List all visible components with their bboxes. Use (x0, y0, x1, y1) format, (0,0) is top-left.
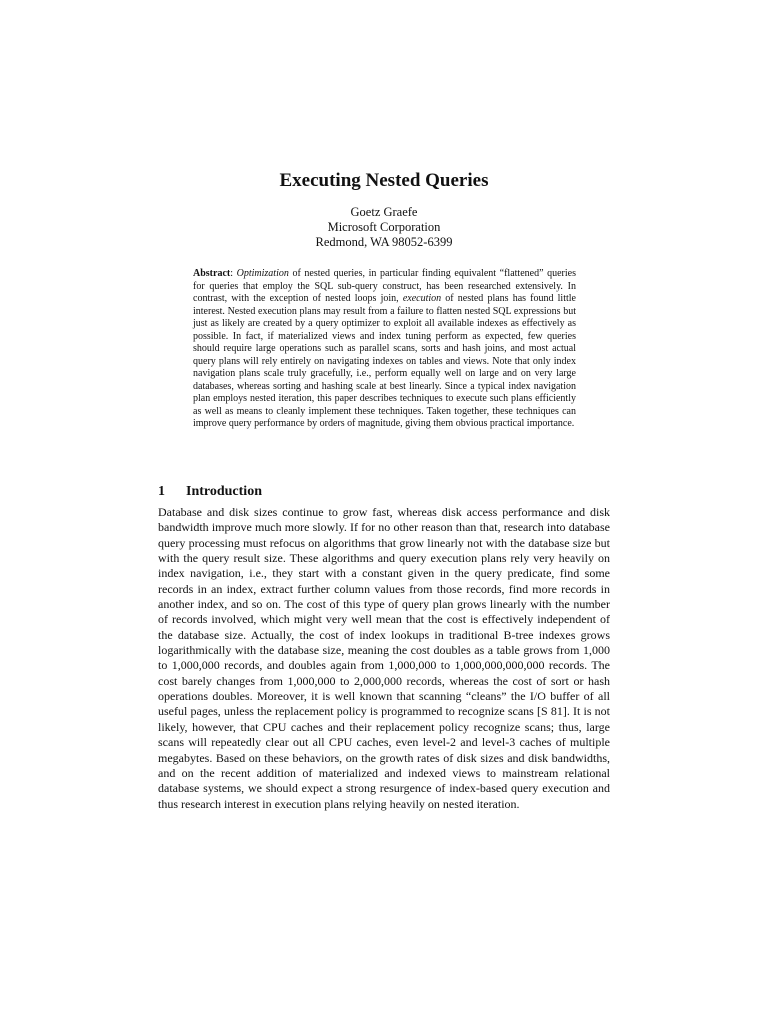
section-title: Introduction (186, 484, 262, 499)
section-number: 1 (158, 484, 165, 499)
section-heading-introduction (158, 484, 262, 500)
author-address: Redmond, WA 98052-6399 (315, 235, 453, 249)
abstract-text-part-1: of nested queries, in particular finding equivalent “flattened” queries for queries that employ the SQL sub-query construct, has been researched extensively. In contrast, with the exception of nested loops join, (193, 268, 577, 304)
paper-title: Executing Nested Queries (279, 170, 489, 191)
author-name: Goetz Graefe (350, 205, 418, 219)
abstract-label: Abstract (193, 268, 231, 279)
abstract-italic-optimization: Optimization (236, 268, 289, 279)
introduction-paragraph: Database and disk sizes continue to grow fast, whereas disk access performance and disk bandwidth improve much more slowly. If for no other reason than that, research into database query processing must refocus on algorithms that grow linearly not with the database size but with the query result size. These algorithms and query execution plans rely very heavily on index navigation, i.e., they start with a constant given in the query predicate, find some records in an index, extract further column values from those records, find more records in another index, and so on. The cost of this type of query plan grows linearly with the number of records involved, which might very well mean that the cost is effectively independent of the database size. Actually, the cost of index lookups in traditional B-tree indexes grows logarithmically with the database size, meaning the cost doubles as a table grows from 1,000 to 1,000,000 records, and doubles again from 1,000,000 to 1,000,000,000,000 records. The cost barely changes from 1,000,000 to 2,000,000 records, whereas the cost of sort or hash operations doubles. Moreover, it is well known that scanning “cleans” the I/O buffer of all useful pages, unless the replacement policy is programmed to recognize scans [S 81]. It is not likely, however, that CPU caches and their replacement policy recognize scans; thus, large scans will repeatedly clear out all CPU caches, even level-2 and level-3 caches of multiple megabytes. Based on these behaviors, on the growth rates of disk sizes and disk bandwidths, and on the recent addition of materialized and indexed views to mainstream relational database systems, we should expect a strong resurgence of index-based query execution and thus research interest in execution plans relying heavily on nested iteration. (158, 505, 610, 811)
abstract (193, 268, 576, 431)
author-block (0, 205, 768, 250)
abstract-text-part-2: of nested plans has found little interest. Nested execution plans may result from a failure to flatten nested SQL expressions but just as likely are created by a query optimizer to exploit all available indexes as effectively as possible. In fact, if materialized views and index tuning perform as expected, few queries should require large operations such as parallel scans, sorts and hash joins, and most actual query plans will rely entirely on navigating indexes on tables and views. Note that only index navigation plans scale truly gracefully, i.e., perform equally well on large and on very large databases, whereas sorting and hashing scale at best linearly. Since a typical index navigation plan employs nested iteration, this paper describes techniques to execute such plans efficiently as well as means to cleanly implement these techniques. Taken together, these techniques can improve query performance by orders of magnitude, giving them obvious practical importance. (193, 293, 576, 429)
abstract-colon: : (230, 268, 237, 279)
author-affiliation: Microsoft Corporation (327, 220, 441, 234)
abstract-italic-execution: execution (402, 293, 442, 304)
